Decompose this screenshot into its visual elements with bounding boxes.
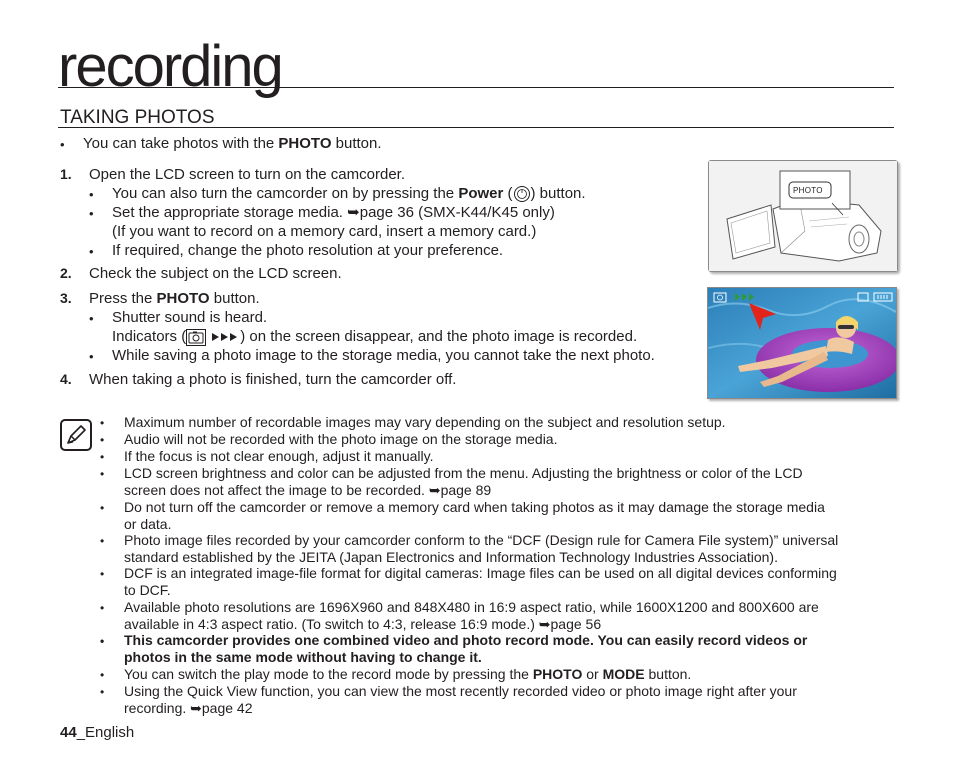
power-icon [513,185,531,203]
bullet: • [100,467,105,481]
step-number: 3. [60,290,72,306]
note-item-continuation: screen does not affect the image to be recorded. ➥page 89 [124,482,492,498]
step-text: When taking a photo is finished, turn the camcorder off. [89,371,457,388]
note-item: LCD screen brightness and color can be adjusted from the menu. Adjusting the brightness or color of the LCD [124,465,803,481]
recording-screen-photo [707,287,897,399]
camcorder-drawing [709,161,897,271]
bullet: • [89,311,94,326]
bullet: • [100,685,105,699]
note-item-continuation: to DCF. [124,582,171,598]
step-sub: Set the appropriate storage media. ➥page 36 (SMX-K44/K45 only) [112,204,555,221]
note-item-continuation: photos in the same mode without having to change it. [124,649,482,665]
step-sub: Shutter sound is heard. [112,309,268,326]
camera-mode-icon [186,329,206,346]
page-ref-arrow-icon: ➥ [190,700,202,716]
page-ref-arrow-icon: ➥ [347,204,360,221]
note-item-continuation: standard established by the JEITA (Japan Electronics and Information Technology Industries Association). [124,549,778,565]
bullet: • [60,137,65,152]
bullet: • [89,187,94,202]
note-item-continuation: recording. ➥page 42 [124,700,253,716]
bullet: • [100,416,105,430]
note-item: Do not turn off the camcorder or remove a memory card when taking photos as it may damage the storage media [124,499,825,515]
step-sub: While saving a photo image to the storage media, you cannot take the next photo. [112,347,655,364]
note-item: Maximum number of recordable images may vary depending on the subject and resolution setup. [124,414,726,430]
triple-arrow-icon [210,331,240,343]
note-item: Audio will not be recorded with the photo image on the storage media. [124,431,558,447]
notes-list [0,414,954,719]
page-number: 44 [60,724,77,741]
page-ref-arrow-icon: ➥ [428,482,441,498]
step-text: Check the subject on the LCD screen. [89,265,342,282]
page-ref-arrow-icon: ➥ [538,616,551,632]
note-item-bold: This camcorder provides one combined video and photo record mode. You can easily record videos or [124,632,808,648]
note-item: DCF is an integrated image-file format for digital cameras: Image files can be used on all digital devices conforming [124,565,837,581]
step-text: Open the LCD screen to turn on the camcorder. [89,166,406,183]
step-sub-continuation: Indicators ( ) on the screen disappear, and the photo image is recorded. [112,328,638,345]
step-sub: If required, change the photo resolution at your preference. [112,242,504,259]
bullet: • [100,601,105,615]
section-title: TAKING PHOTOS [60,107,215,128]
intro-text: You can take photos with the PHOTO button. [83,135,382,152]
bullet: • [89,206,94,221]
step-number: 1. [60,166,72,182]
note-item: Using the Quick View function, you can view the most recently recorded video or photo image right after your [124,683,797,699]
chapter-title: recording [58,34,282,99]
section-divider [58,127,894,128]
recording-screen-drawing [708,288,896,398]
bullet: • [100,668,105,682]
step-1 [60,165,700,265]
bullet: • [100,534,105,548]
photo-button-label: PHOTO [793,186,823,195]
step-3 [60,289,700,369]
bullet: • [100,501,105,515]
step-2 [60,264,700,284]
page-footer [60,723,134,742]
note-item: You can switch the play mode to the record mode by pressing the PHOTO or MODE button. [124,666,692,682]
note-item-continuation: available in 4:3 aspect ratio. (To switch to 4:3, release 16:9 mode.) ➥page 56 [124,616,602,632]
bullet: • [100,634,105,648]
camcorder-illustration [708,160,898,272]
step-number: 4. [60,371,72,387]
bullet: • [89,244,94,259]
step-number: 2. [60,265,72,281]
bullet: • [89,349,94,364]
note-item: Available photo resolutions are 1696X960 and 848X480 in 16:9 aspect ratio, while 1600X1200 and 800X600 are [124,599,819,615]
note-item: Photo image files recorded by your camcorder conform to the “DCF (Design rule for Camera File system)” universal [124,532,839,548]
step-text: Press the PHOTO button. [89,290,260,307]
step-sub-continuation: (If you want to record on a memory card, insert a memory card.) [112,223,537,240]
bullet: • [100,433,105,447]
bullet: • [100,567,105,581]
note-item: If the focus is not clear enough, adjust it manually. [124,448,434,464]
step-4 [60,370,700,390]
page-language: _English [76,724,135,741]
note-item-continuation: or data. [124,516,172,532]
step-sub: You can also turn the camcorder on by pressing the Power ( ) button. [112,185,586,202]
bullet: • [100,450,105,464]
chapter-divider [58,87,894,88]
